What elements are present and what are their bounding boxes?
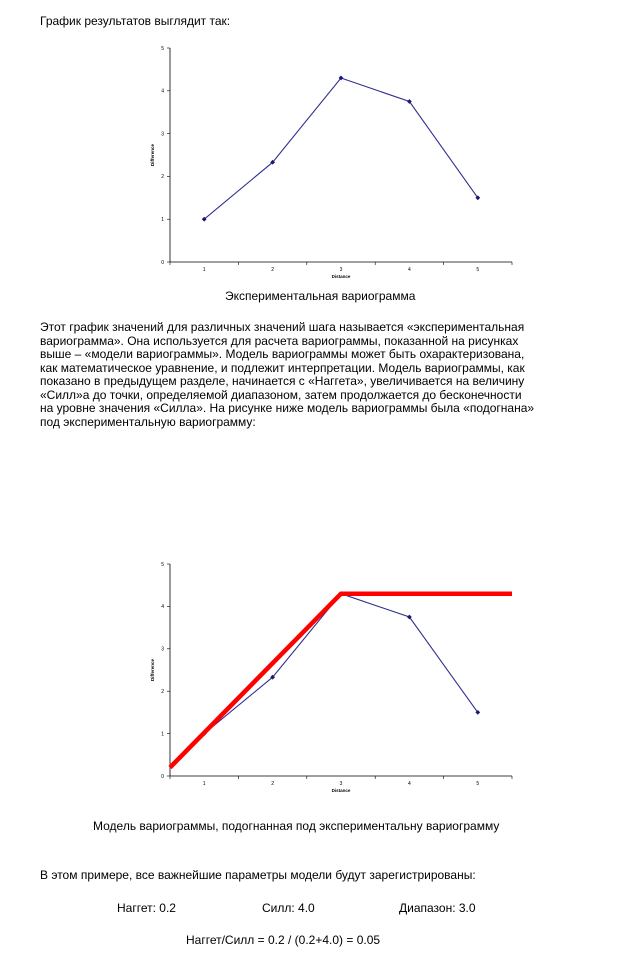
sill-parameter: Силл: 4.0 (262, 901, 315, 915)
y-tick-label: 3 (161, 131, 164, 138)
x-tick-label: 2 (271, 781, 274, 787)
paragraph-line: на уровне значения «Силла». На рисунке ниже модель вариограммы была «подогнана» (40, 401, 535, 415)
paragraph-line: под экспериментальную вариограмму: (40, 414, 256, 429)
range-parameter: Диапазон: 3.0 (399, 901, 476, 915)
x-axis-label: Distance (331, 274, 351, 279)
x-tick-label: 5 (476, 781, 480, 787)
y-tick-label: 1 (161, 731, 164, 738)
x-tick-label: 1 (202, 267, 206, 273)
caption-fitted-variogram: Модель вариограммы, подогнанная под экспериментальну вариограмму (93, 819, 500, 833)
x-tick-label: 3 (339, 267, 343, 273)
y-tick-label: 4 (161, 604, 164, 611)
x-tick-label: 2 (271, 267, 274, 273)
y-tick-label: 4 (161, 88, 164, 95)
x-tick-label: 4 (408, 267, 411, 273)
x-tick-label: 5 (476, 267, 480, 273)
parameters-intro: В этом примере, все важнейшие параметры модели будут зарегистрированы: (40, 868, 476, 882)
y-tick-label: 0 (161, 259, 164, 266)
y-axis-label: Difference (150, 143, 155, 167)
x-tick-label: 1 (202, 781, 206, 787)
paragraph-line: Этот график значений для различных значений шага называется «экспериментальная (40, 320, 525, 334)
body-paragraph (40, 321, 630, 429)
x-tick-label: 3 (339, 781, 343, 787)
nugget-sill-ratio: Наггет/Силл = 0.2 / (0.2+4.0) = 0.05 (186, 933, 381, 947)
y-tick-label: 5 (161, 45, 164, 52)
x-axis-label: Distance (331, 788, 351, 793)
paragraph-line: «Силл»а до точки, определяемой диапазоном, затем продолжается до бесконечности (40, 387, 522, 402)
paragraph-line: как математическое уравнение, и подлежит интерпретации. Модель вариограммы, как (40, 360, 525, 375)
paragraph-line: выше – «модели вариограммы». Модель вариограммы может быть охарактеризована, (40, 347, 525, 361)
paragraph-line: показано в предыдущем разделе, начинается с «Наггета», увеличивается на величину (40, 374, 525, 388)
experimental-series-line (204, 594, 478, 734)
y-tick-label: 1 (161, 217, 164, 223)
y-tick-label: 0 (161, 773, 164, 780)
x-tick-label: 4 (408, 781, 411, 787)
paragraph-line: вариограмма». Она используется для расчета вариограммы, показанной на рисунках (40, 333, 519, 348)
intro-text: График результатов выглядит так: (40, 14, 231, 28)
variogram-model-line (170, 594, 512, 768)
y-axis-label: Difference (150, 658, 155, 682)
y-tick-label: 5 (161, 561, 164, 568)
y-tick-label: 2 (161, 174, 164, 181)
y-tick-label: 2 (161, 689, 164, 695)
nugget-parameter: Наггет: 0.2 (117, 901, 176, 915)
y-tick-label: 3 (161, 646, 164, 653)
caption-experimental-variogram: Экспериментальная вариограмма (225, 289, 416, 303)
